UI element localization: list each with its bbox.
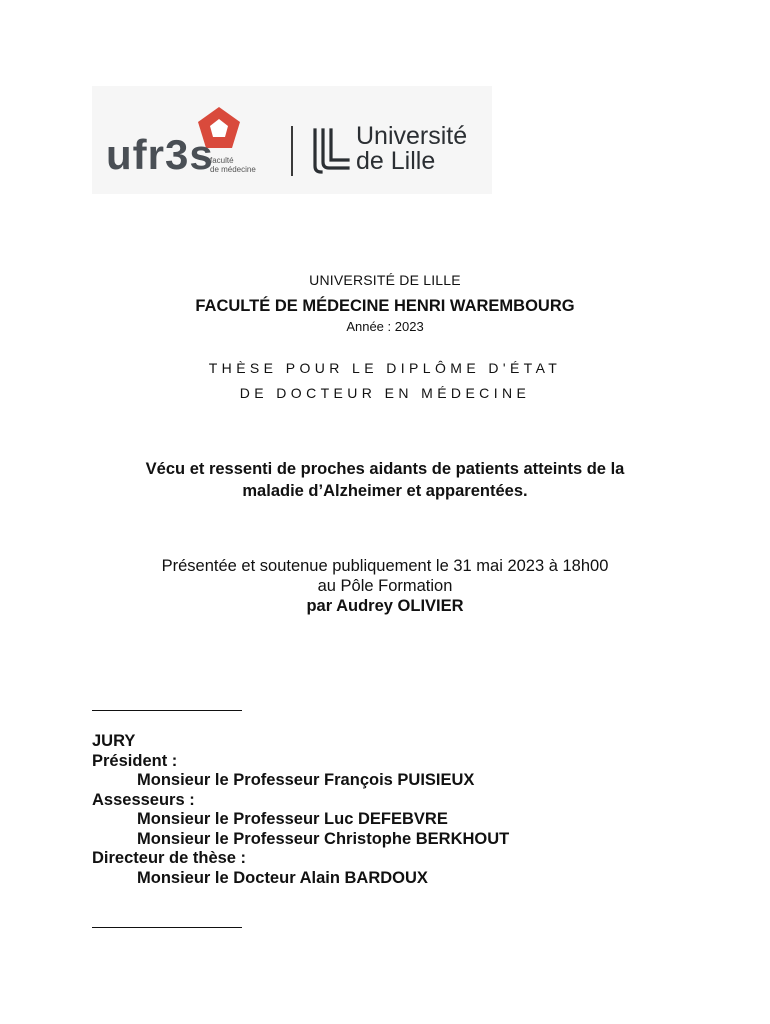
logo-divider bbox=[291, 126, 293, 176]
academic-year bbox=[0, 319, 770, 334]
divider-top bbox=[92, 710, 242, 711]
universite-de-lille-logo bbox=[312, 124, 492, 180]
author: par Audrey OLIVIER bbox=[306, 597, 464, 615]
ulille-line2: de Lille bbox=[356, 147, 436, 175]
thesis-title-line1: Vécu et ressenti de proches aidants de patients atteints de la bbox=[145, 460, 625, 478]
presentation-place: au Pôle Formation bbox=[317, 577, 453, 595]
divider-bottom bbox=[92, 927, 242, 928]
presentation-date: Présentée et soutenue publiquement le 31 mai 2023 à 18h00 bbox=[161, 557, 609, 575]
ufr3s-wordmark: ufr3s bbox=[106, 131, 214, 178]
thesis-title bbox=[0, 458, 770, 502]
thesis-title-line2: maladie d’Alzheimer et apparentées. bbox=[242, 482, 528, 500]
thesis-type-line2: DE DOCTEUR EN MÉDECINE bbox=[239, 385, 531, 401]
assessor-name: Monsieur le Professeur Christophe BERKHOUT bbox=[137, 829, 510, 848]
president-label: Président : bbox=[92, 751, 178, 770]
director-name: Monsieur le Docteur Alain BARDOUX bbox=[137, 868, 428, 887]
university-name: UNIVERSITÉ DE LILLE bbox=[309, 272, 461, 288]
ufr3s-logo bbox=[106, 108, 256, 178]
director-label: Directeur de thèse : bbox=[92, 849, 247, 867]
year-label: Année : bbox=[346, 319, 392, 334]
assessor-name: Monsieur le Professeur Luc DEFEBVRE bbox=[137, 810, 448, 828]
ufr3s-subtitle: faculté de médecine bbox=[210, 156, 256, 174]
faculty-name: FACULTÉ DE MÉDECINE HENRI WAREMBOURG bbox=[195, 297, 575, 315]
president-name: Monsieur le Professeur François PUISIEUX bbox=[137, 771, 475, 789]
year-value: 2023 bbox=[394, 319, 424, 334]
jury-heading: JURY bbox=[92, 732, 136, 750]
ulille-line1: Université bbox=[356, 122, 468, 150]
jury-section bbox=[92, 732, 509, 888]
ulille-monogram-icon bbox=[312, 128, 350, 174]
assessors-label: Assesseurs : bbox=[92, 790, 195, 809]
thesis-type-line1: THÈSE POUR LE DIPLÔME D'ÉTAT bbox=[208, 360, 562, 376]
